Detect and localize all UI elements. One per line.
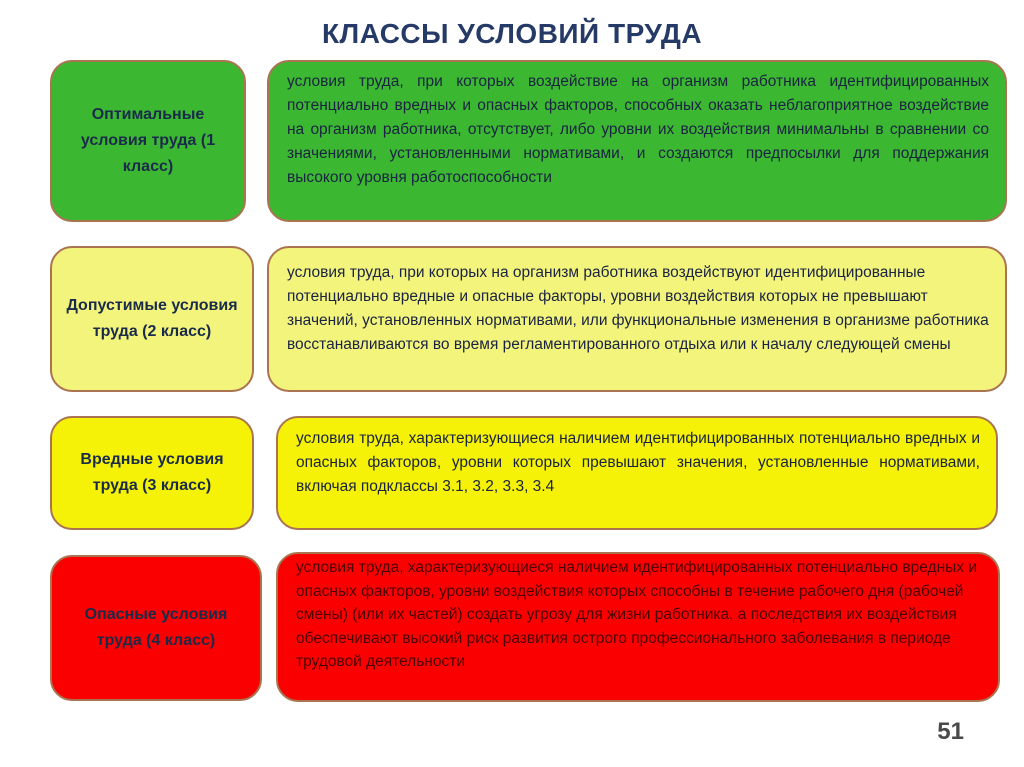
- class-3-description: [276, 416, 998, 530]
- class-4-label-text: Опасные условия труда (4 класс): [84, 606, 228, 649]
- class-2-description: [267, 246, 1007, 392]
- class-3-label: [50, 416, 254, 530]
- class-1-description-text: условия труда, при которых воздействие на организм работника идентифицированных потенциально вредных и опасных факторов, способных оказать неблагоприятное воздействие на организм работника, отсутствует, либо уровни их воздействия минимальны в сравнении со значениями, установленными нормативами, и создаются предпосылки для поддержания высокого уровня работоспособности: [287, 73, 989, 186]
- class-2-label: [50, 246, 254, 392]
- class-3-label-text: Вредные условия труда (3 класс): [80, 451, 224, 494]
- class-4-description: [276, 552, 1000, 702]
- class-4-label: [50, 555, 262, 701]
- page-number: 51: [937, 718, 964, 745]
- class-4-description-text: условия труда, характеризующиеся наличием идентифицированных потенциально вредных и опасных факторов, уровни воздействия которых способны в течение рабочего дня (рабочей смены) (или их частей) создать угрозу для жизни работника, а последствия их воздействия обеспечивают высокий риск развития острого профессионального заболевания в периоде трудовой деятельности: [296, 559, 977, 670]
- class-2-description-text: условия труда, при которых на организм работника воздействуют идентифицированные потенциально вредные и опасные факторы, уровни воздействия которых не превышают значений, установленных нормативами, или функциональные изменения в организме работника восстанавливаются во время регламентированного отдыха или к началу следующей смены: [287, 264, 989, 353]
- class-3-description-text: условия труда, характеризующиеся наличием идентифицированных потенциально вредных и опасных факторов, уровни которых превышают значения, установленные нормативами, включая подклассы 3.1, 3.2, 3.3, 3.4: [296, 430, 980, 495]
- class-2-label-text: Допустимые условия труда (2 класс): [66, 297, 238, 340]
- slide-title: КЛАССЫ УСЛОВИЙ ТРУДА: [321, 18, 703, 49]
- class-1-label: [50, 60, 246, 222]
- class-1-description: [267, 60, 1007, 222]
- class-1-label-text: Оптимальные условия труда (1 класс): [80, 106, 216, 175]
